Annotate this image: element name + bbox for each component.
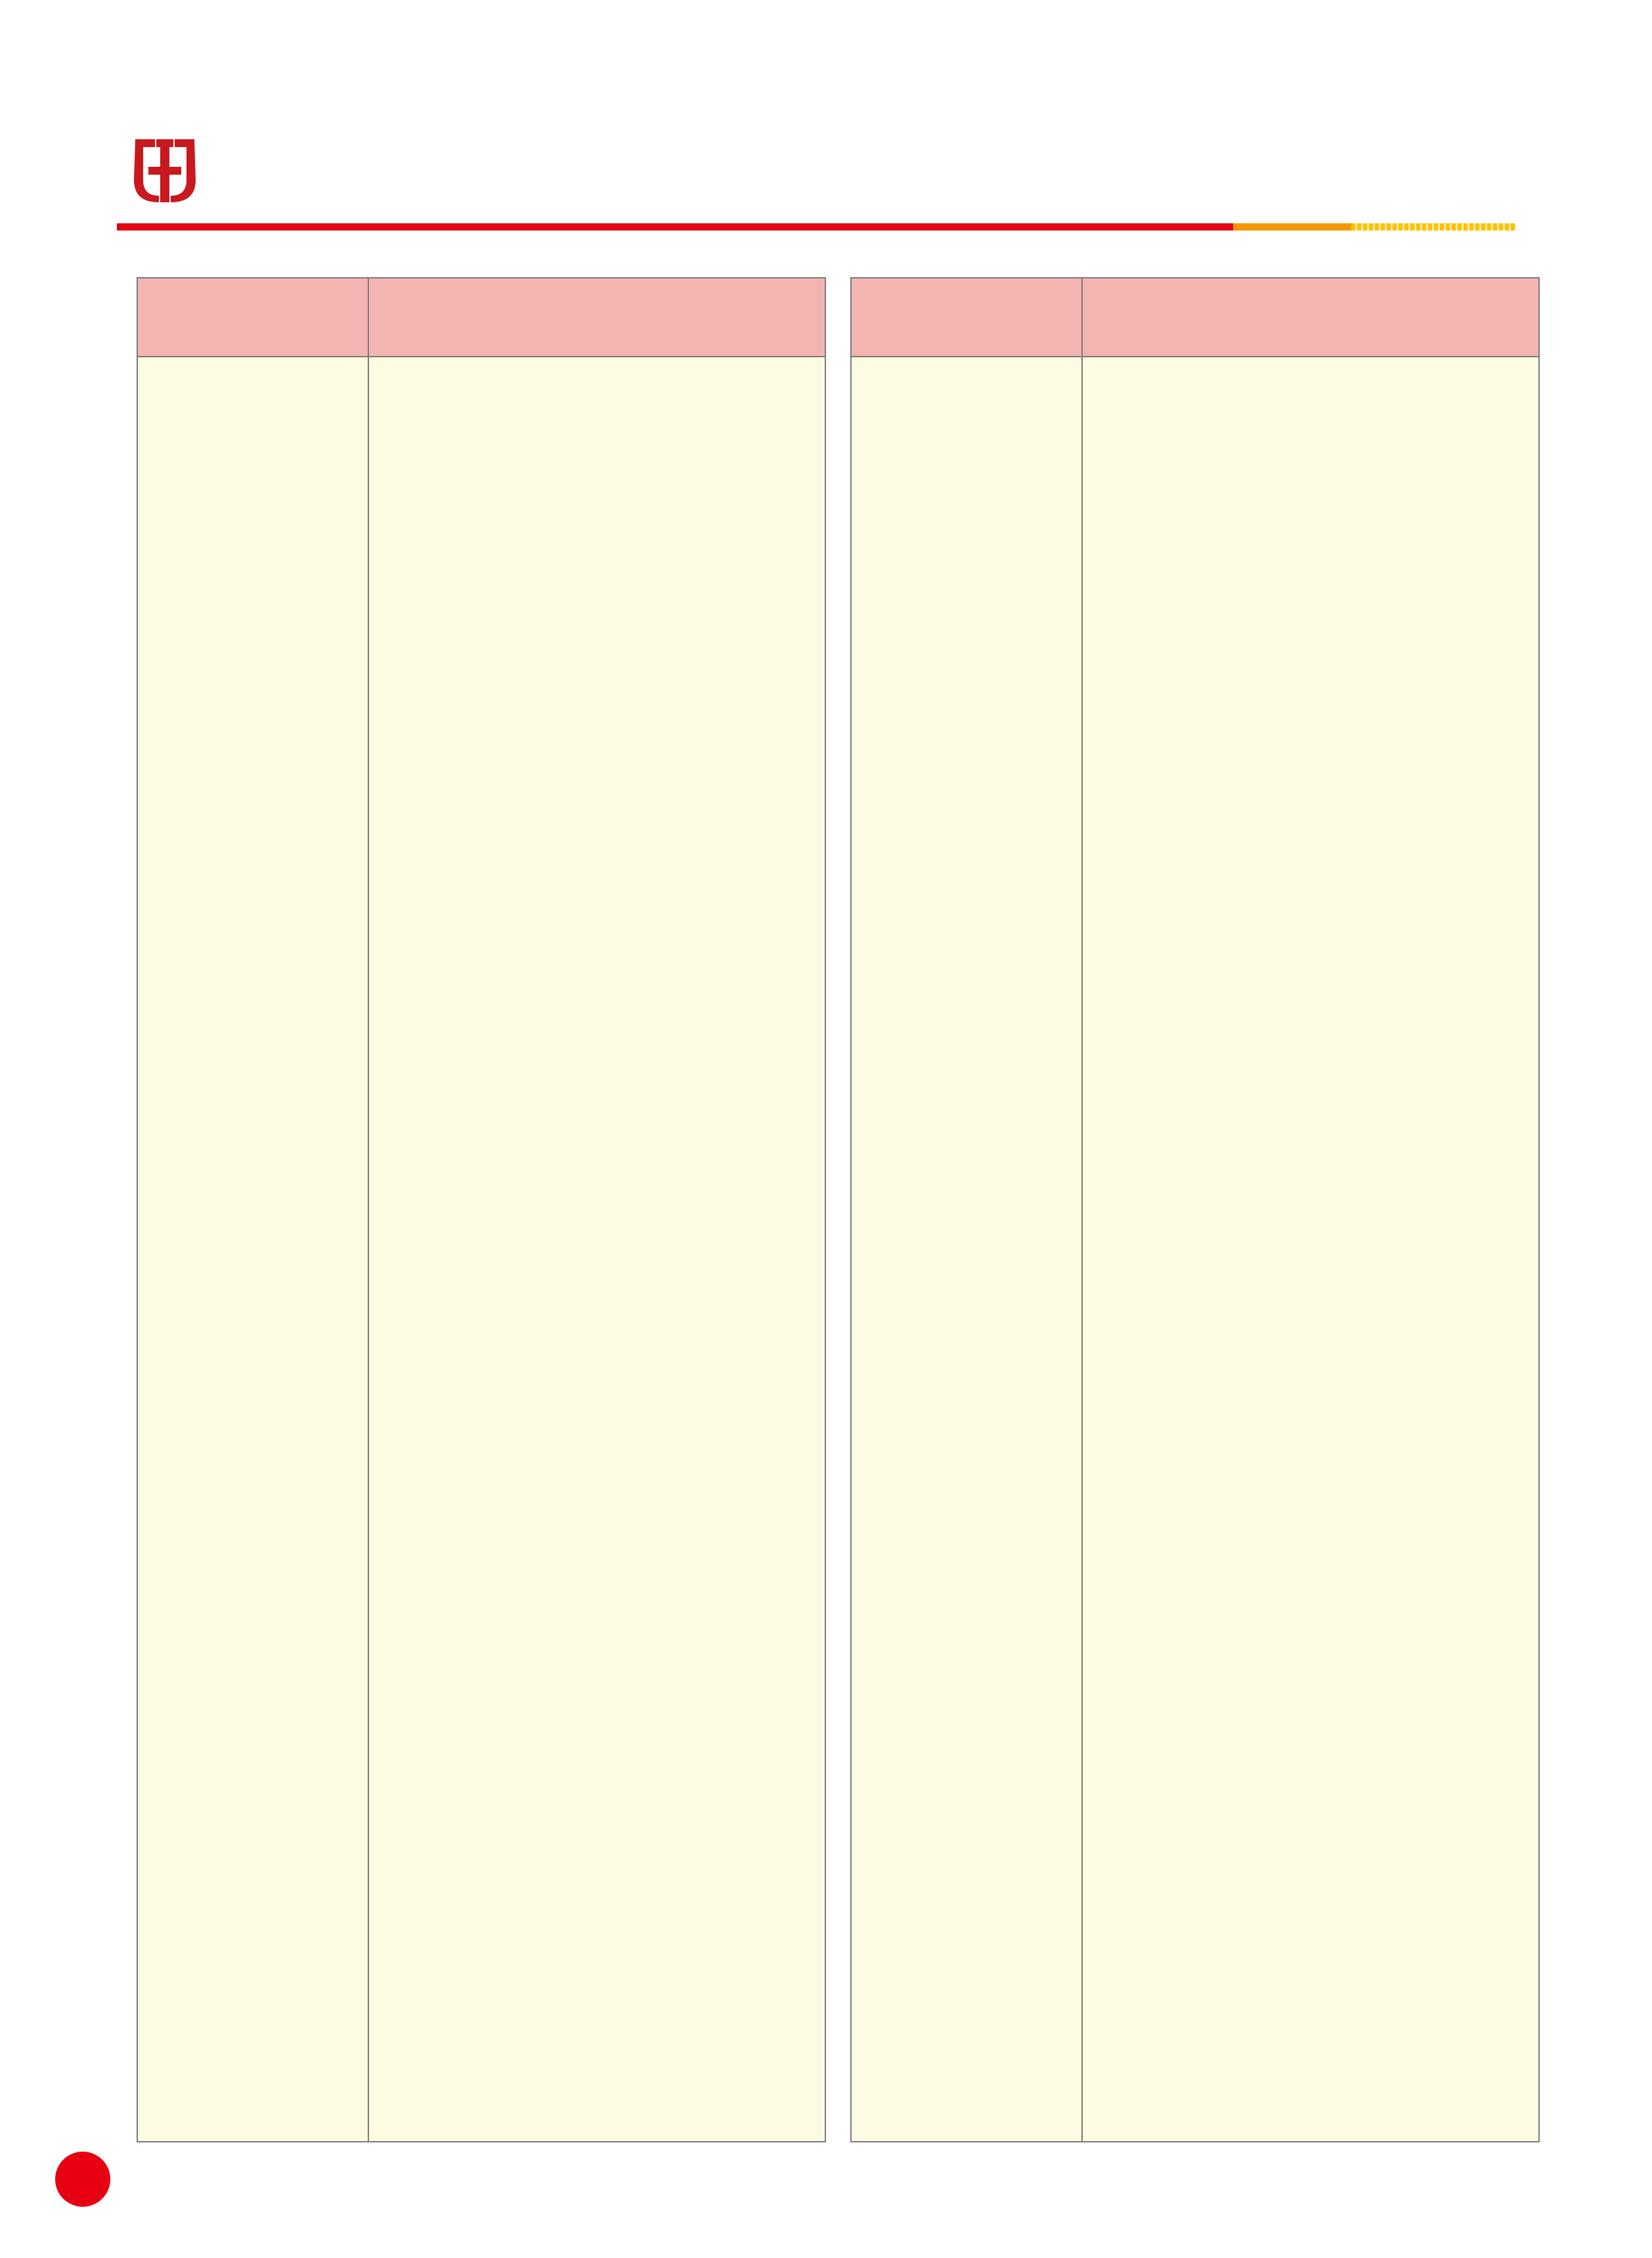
page-number <box>55 2152 110 2207</box>
header-product-figure <box>1081 278 1538 356</box>
column-divider <box>368 278 369 2141</box>
table-header <box>852 278 1538 357</box>
header-product-code <box>138 278 368 356</box>
header-rule-dotted <box>1351 223 1515 231</box>
header-rule-orange <box>1233 223 1351 231</box>
column-divider <box>1081 278 1083 2141</box>
header-product-code <box>852 278 1081 356</box>
header-rule-red <box>117 223 1233 231</box>
product-table-left <box>137 277 826 2142</box>
header-product-figure <box>368 278 825 356</box>
brand-logo-mark <box>129 134 201 206</box>
product-table-right <box>850 277 1540 2142</box>
table-header <box>138 278 825 357</box>
